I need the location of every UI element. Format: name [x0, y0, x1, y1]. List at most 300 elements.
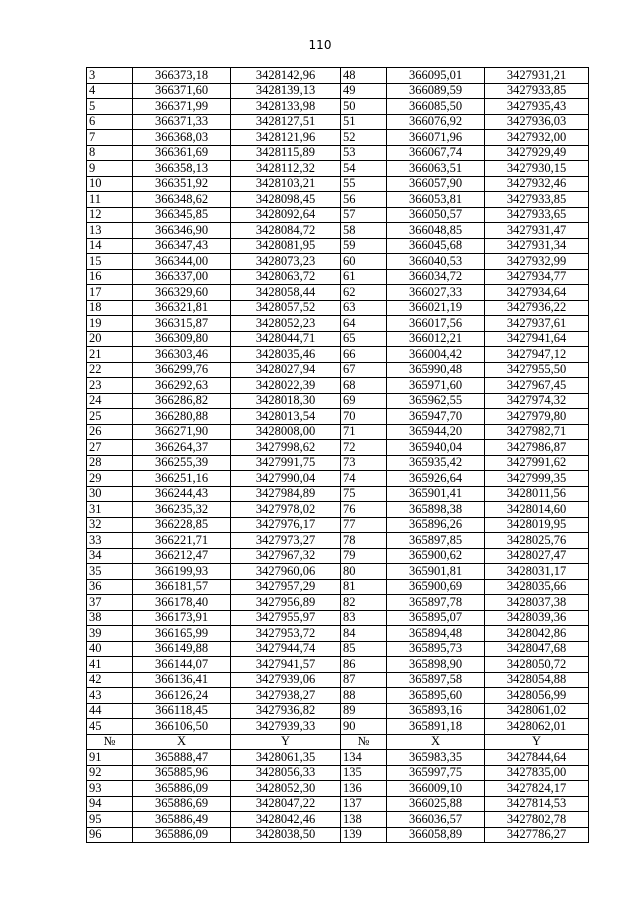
cell-point-number-right: 59 — [341, 238, 387, 254]
cell-y-right: 3428019,95 — [485, 517, 589, 533]
cell-y-left: 3427991,75 — [231, 455, 341, 471]
cell-point-number-left: 6 — [87, 114, 133, 130]
table-header-row — [87, 734, 589, 750]
cell-x-left: 366348,62 — [133, 192, 231, 208]
cell-y-right: 3427934,77 — [485, 269, 589, 285]
cell-point-number-left: 45 — [87, 719, 133, 735]
table-row — [87, 502, 589, 518]
cell-y-right: 3427931,34 — [485, 238, 589, 254]
cell-point-number-left: 95 — [87, 812, 133, 828]
cell-x-right: 365947,70 — [387, 409, 485, 425]
cell-y-left: 3427938,27 — [231, 688, 341, 704]
cell-point-number-left: 23 — [87, 378, 133, 394]
cell-point-number-right: 60 — [341, 254, 387, 270]
cell-x-left: 366212,47 — [133, 548, 231, 564]
cell-x-left: 366337,00 — [133, 269, 231, 285]
table-row — [87, 641, 589, 657]
cell-x-left: 366106,50 — [133, 719, 231, 735]
cell-x-left: 366373,18 — [133, 68, 231, 84]
cell-point-number-right: 87 — [341, 672, 387, 688]
cell-point-number-left: 40 — [87, 641, 133, 657]
table-row — [87, 285, 589, 301]
cell-point-number-left: 31 — [87, 502, 133, 518]
cell-y-right: 3428035,66 — [485, 579, 589, 595]
header-number-left: № — [87, 734, 133, 750]
table-row — [87, 254, 589, 270]
cell-y-right: 3427991,62 — [485, 455, 589, 471]
cell-y-left: 3427960,06 — [231, 564, 341, 580]
table-row — [87, 223, 589, 239]
cell-y-left: 3428038,50 — [231, 827, 341, 843]
cell-x-right: 366050,57 — [387, 207, 485, 223]
cell-point-number-left: 39 — [87, 626, 133, 642]
cell-x-right: 365891,18 — [387, 719, 485, 735]
cell-y-left: 3428044,71 — [231, 331, 341, 347]
cell-y-right: 3427814,53 — [485, 796, 589, 812]
cell-y-right: 3428062,01 — [485, 719, 589, 735]
cell-point-number-left: 12 — [87, 207, 133, 223]
cell-x-left: 366144,07 — [133, 657, 231, 673]
cell-y-left: 3428057,52 — [231, 300, 341, 316]
cell-point-number-left: 15 — [87, 254, 133, 270]
cell-point-number-right: 80 — [341, 564, 387, 580]
cell-point-number-right: 68 — [341, 378, 387, 394]
cell-y-right: 3428025,76 — [485, 533, 589, 549]
cell-y-left: 3428092,64 — [231, 207, 341, 223]
cell-x-left: 365886,69 — [133, 796, 231, 812]
table-row — [87, 796, 589, 812]
cell-point-number-left: 36 — [87, 579, 133, 595]
cell-y-left: 3427956,89 — [231, 595, 341, 611]
cell-y-left: 3428084,72 — [231, 223, 341, 239]
cell-x-left: 366351,92 — [133, 176, 231, 192]
cell-x-right: 365900,69 — [387, 579, 485, 595]
cell-point-number-right: 136 — [341, 781, 387, 797]
table-row — [87, 300, 589, 316]
cell-y-left: 3428127,51 — [231, 114, 341, 130]
cell-point-number-left: 26 — [87, 424, 133, 440]
table-row — [87, 781, 589, 797]
cell-point-number-left: 14 — [87, 238, 133, 254]
cell-y-right: 3427934,64 — [485, 285, 589, 301]
cell-y-left: 3428047,22 — [231, 796, 341, 812]
cell-point-number-right: 51 — [341, 114, 387, 130]
table-row — [87, 176, 589, 192]
cell-point-number-right: 88 — [341, 688, 387, 704]
cell-x-left: 366347,43 — [133, 238, 231, 254]
cell-point-number-left: 38 — [87, 610, 133, 626]
cell-x-left: 365886,49 — [133, 812, 231, 828]
cell-point-number-right: 54 — [341, 161, 387, 177]
table-row — [87, 517, 589, 533]
header-x-right: X — [387, 734, 485, 750]
cell-x-left: 366149,88 — [133, 641, 231, 657]
cell-point-number-left: 44 — [87, 703, 133, 719]
cell-y-left: 3428042,46 — [231, 812, 341, 828]
table-row — [87, 378, 589, 394]
cell-y-left: 3427957,29 — [231, 579, 341, 595]
table-row — [87, 812, 589, 828]
table-row — [87, 440, 589, 456]
cell-point-number-right: 56 — [341, 192, 387, 208]
cell-x-left: 366315,87 — [133, 316, 231, 332]
table-row — [87, 688, 589, 704]
cell-point-number-right: 71 — [341, 424, 387, 440]
cell-y-right: 3427932,46 — [485, 176, 589, 192]
cell-x-left: 366244,43 — [133, 486, 231, 502]
cell-x-left: 366321,81 — [133, 300, 231, 316]
cell-x-left: 365885,96 — [133, 765, 231, 781]
cell-x-right: 366040,53 — [387, 254, 485, 270]
table-row — [87, 207, 589, 223]
cell-x-right: 365944,20 — [387, 424, 485, 440]
cell-point-number-right: 90 — [341, 719, 387, 735]
cell-x-left: 366165,99 — [133, 626, 231, 642]
cell-y-left: 3428115,89 — [231, 145, 341, 161]
cell-y-right: 3427824,17 — [485, 781, 589, 797]
cell-x-left: 366371,60 — [133, 83, 231, 99]
cell-point-number-right: 139 — [341, 827, 387, 843]
cell-y-right: 3428047,68 — [485, 641, 589, 657]
cell-x-right: 366085,50 — [387, 99, 485, 115]
cell-y-right: 3427986,87 — [485, 440, 589, 456]
cell-y-left: 3428073,23 — [231, 254, 341, 270]
cell-point-number-right: 69 — [341, 393, 387, 409]
cell-y-left: 3428008,00 — [231, 424, 341, 440]
cell-y-left: 3428121,96 — [231, 130, 341, 146]
cell-point-number-right: 77 — [341, 517, 387, 533]
cell-x-right: 366053,81 — [387, 192, 485, 208]
coordinates-header — [87, 734, 589, 750]
cell-point-number-left: 10 — [87, 176, 133, 192]
cell-y-left: 3428035,46 — [231, 347, 341, 363]
cell-point-number-right: 70 — [341, 409, 387, 425]
cell-y-right: 3427931,47 — [485, 223, 589, 239]
cell-point-number-right: 64 — [341, 316, 387, 332]
cell-point-number-left: 34 — [87, 548, 133, 564]
cell-point-number-right: 61 — [341, 269, 387, 285]
cell-point-number-left: 41 — [87, 657, 133, 673]
cell-y-right: 3427932,99 — [485, 254, 589, 270]
cell-point-number-right: 63 — [341, 300, 387, 316]
cell-x-right: 365898,38 — [387, 502, 485, 518]
coordinates-body-top — [87, 68, 589, 735]
cell-y-right: 3427974,32 — [485, 393, 589, 409]
cell-y-left: 3428103,21 — [231, 176, 341, 192]
table-row — [87, 610, 589, 626]
cell-x-right: 366009,10 — [387, 781, 485, 797]
cell-point-number-left: 18 — [87, 300, 133, 316]
cell-x-left: 365888,47 — [133, 750, 231, 766]
table-row — [87, 238, 589, 254]
cell-point-number-right: 135 — [341, 765, 387, 781]
table-row — [87, 114, 589, 130]
cell-x-left: 366173,91 — [133, 610, 231, 626]
cell-x-left: 366235,32 — [133, 502, 231, 518]
cell-x-right: 366076,92 — [387, 114, 485, 130]
cell-x-left: 366361,69 — [133, 145, 231, 161]
cell-y-right: 3428037,38 — [485, 595, 589, 611]
cell-y-left: 3428018,30 — [231, 393, 341, 409]
cell-point-number-right: 58 — [341, 223, 387, 239]
table-row — [87, 750, 589, 766]
cell-x-left: 366251,16 — [133, 471, 231, 487]
cell-x-left: 366358,13 — [133, 161, 231, 177]
cell-y-right: 3427999,35 — [485, 471, 589, 487]
cell-y-right: 3427937,61 — [485, 316, 589, 332]
cell-x-left: 366344,00 — [133, 254, 231, 270]
cell-point-number-left: 17 — [87, 285, 133, 301]
cell-y-left: 3427984,89 — [231, 486, 341, 502]
cell-y-right: 3428027,47 — [485, 548, 589, 564]
cell-y-left: 3428052,23 — [231, 316, 341, 332]
cell-point-number-left: 24 — [87, 393, 133, 409]
cell-point-number-left: 5 — [87, 99, 133, 115]
cell-point-number-left: 20 — [87, 331, 133, 347]
cell-point-number-left: 93 — [87, 781, 133, 797]
cell-y-right: 3427931,21 — [485, 68, 589, 84]
cell-point-number-right: 57 — [341, 207, 387, 223]
cell-x-left: 366280,88 — [133, 409, 231, 425]
page-number: 110 — [308, 38, 332, 52]
table-row — [87, 827, 589, 843]
cell-y-left: 3427978,02 — [231, 502, 341, 518]
cell-y-left: 3427976,17 — [231, 517, 341, 533]
cell-y-right: 3427933,65 — [485, 207, 589, 223]
cell-x-right: 366036,57 — [387, 812, 485, 828]
table-row — [87, 409, 589, 425]
cell-x-right: 366048,85 — [387, 223, 485, 239]
cell-point-number-left: 9 — [87, 161, 133, 177]
table-row — [87, 130, 589, 146]
cell-x-left: 366292,63 — [133, 378, 231, 394]
cell-x-left: 366255,39 — [133, 455, 231, 471]
cell-x-left: 366286,82 — [133, 393, 231, 409]
cell-point-number-left: 21 — [87, 347, 133, 363]
cell-y-left: 3428112,32 — [231, 161, 341, 177]
table-row — [87, 703, 589, 719]
cell-point-number-right: 67 — [341, 362, 387, 378]
cell-point-number-right: 89 — [341, 703, 387, 719]
cell-point-number-left: 22 — [87, 362, 133, 378]
cell-point-number-right: 138 — [341, 812, 387, 828]
table-row — [87, 579, 589, 595]
cell-x-right: 366012,21 — [387, 331, 485, 347]
cell-point-number-left: 43 — [87, 688, 133, 704]
cell-y-right: 3428039,36 — [485, 610, 589, 626]
cell-point-number-right: 74 — [341, 471, 387, 487]
cell-y-left: 3428142,96 — [231, 68, 341, 84]
cell-y-left: 3427936,82 — [231, 703, 341, 719]
cell-point-number-left: 42 — [87, 672, 133, 688]
cell-y-left: 3427939,06 — [231, 672, 341, 688]
table-row — [87, 657, 589, 673]
cell-x-left: 366136,41 — [133, 672, 231, 688]
cell-x-right: 365926,64 — [387, 471, 485, 487]
cell-x-left: 366371,99 — [133, 99, 231, 115]
table-row — [87, 548, 589, 564]
cell-y-left: 3427955,97 — [231, 610, 341, 626]
cell-x-left: 366371,33 — [133, 114, 231, 130]
cell-y-right: 3427982,71 — [485, 424, 589, 440]
coordinates-body-bottom — [87, 750, 589, 843]
table-row — [87, 672, 589, 688]
header-y-right: Y — [485, 734, 589, 750]
table-row — [87, 486, 589, 502]
cell-y-left: 3428058,44 — [231, 285, 341, 301]
cell-x-right: 366045,68 — [387, 238, 485, 254]
cell-x-left: 366126,24 — [133, 688, 231, 704]
cell-point-number-left: 8 — [87, 145, 133, 161]
cell-y-right: 3427933,85 — [485, 83, 589, 99]
table-row — [87, 564, 589, 580]
table-row — [87, 68, 589, 84]
cell-point-number-right: 53 — [341, 145, 387, 161]
cell-x-right: 366067,74 — [387, 145, 485, 161]
cell-point-number-right: 72 — [341, 440, 387, 456]
cell-point-number-right: 55 — [341, 176, 387, 192]
cell-y-right: 3428042,86 — [485, 626, 589, 642]
cell-x-left: 366303,46 — [133, 347, 231, 363]
header-x-left: X — [133, 734, 231, 750]
cell-y-right: 3428014,60 — [485, 502, 589, 518]
coordinates-table — [86, 67, 589, 843]
cell-point-number-left: 96 — [87, 827, 133, 843]
cell-point-number-left: 29 — [87, 471, 133, 487]
cell-y-left: 3427990,04 — [231, 471, 341, 487]
cell-point-number-left: 33 — [87, 533, 133, 549]
cell-x-left: 366299,76 — [133, 362, 231, 378]
cell-point-number-left: 91 — [87, 750, 133, 766]
cell-point-number-right: 86 — [341, 657, 387, 673]
cell-point-number-right: 52 — [341, 130, 387, 146]
cell-y-right: 3427935,43 — [485, 99, 589, 115]
cell-x-left: 366346,90 — [133, 223, 231, 239]
table-row — [87, 471, 589, 487]
cell-y-left: 3427941,57 — [231, 657, 341, 673]
cell-x-left: 366368,03 — [133, 130, 231, 146]
cell-y-left: 3428022,39 — [231, 378, 341, 394]
cell-y-right: 3428050,72 — [485, 657, 589, 673]
cell-x-right: 366071,96 — [387, 130, 485, 146]
cell-x-right: 365897,85 — [387, 533, 485, 549]
cell-x-right: 365990,48 — [387, 362, 485, 378]
table-row — [87, 99, 589, 115]
cell-y-left: 3428098,45 — [231, 192, 341, 208]
header-number-right: № — [341, 734, 387, 750]
cell-x-right: 366027,33 — [387, 285, 485, 301]
cell-y-right: 3427955,50 — [485, 362, 589, 378]
cell-y-right: 3427933,85 — [485, 192, 589, 208]
cell-point-number-left: 4 — [87, 83, 133, 99]
table-row — [87, 145, 589, 161]
cell-x-left: 366118,45 — [133, 703, 231, 719]
cell-point-number-left: 92 — [87, 765, 133, 781]
cell-x-right: 366004,42 — [387, 347, 485, 363]
cell-point-number-right: 82 — [341, 595, 387, 611]
cell-point-number-right: 50 — [341, 99, 387, 115]
cell-y-right: 3427930,15 — [485, 161, 589, 177]
cell-y-left: 3427967,32 — [231, 548, 341, 564]
cell-point-number-left: 94 — [87, 796, 133, 812]
cell-point-number-left: 28 — [87, 455, 133, 471]
cell-point-number-right: 79 — [341, 548, 387, 564]
cell-y-left: 3428027,94 — [231, 362, 341, 378]
cell-x-right: 365898,90 — [387, 657, 485, 673]
cell-y-right: 3428054,88 — [485, 672, 589, 688]
cell-x-right: 365895,60 — [387, 688, 485, 704]
cell-point-number-left: 19 — [87, 316, 133, 332]
cell-point-number-left: 30 — [87, 486, 133, 502]
cell-y-left: 3427939,33 — [231, 719, 341, 735]
cell-y-right: 3427932,00 — [485, 130, 589, 146]
cell-y-left: 3428061,35 — [231, 750, 341, 766]
cell-y-right: 3427786,27 — [485, 827, 589, 843]
table-row — [87, 331, 589, 347]
cell-point-number-right: 62 — [341, 285, 387, 301]
cell-point-number-right: 48 — [341, 68, 387, 84]
table-row — [87, 424, 589, 440]
cell-x-right: 365897,58 — [387, 672, 485, 688]
cell-x-right: 366025,88 — [387, 796, 485, 812]
cell-point-number-left: 27 — [87, 440, 133, 456]
cell-y-right: 3427979,80 — [485, 409, 589, 425]
table-row — [87, 269, 589, 285]
cell-x-right: 365893,16 — [387, 703, 485, 719]
cell-y-right: 3427929,49 — [485, 145, 589, 161]
cell-y-right: 3427936,03 — [485, 114, 589, 130]
cell-point-number-left: 25 — [87, 409, 133, 425]
cell-x-right: 365897,78 — [387, 595, 485, 611]
cell-x-right: 365997,75 — [387, 765, 485, 781]
cell-y-right: 3427947,12 — [485, 347, 589, 363]
cell-x-right: 366089,59 — [387, 83, 485, 99]
cell-x-left: 366271,90 — [133, 424, 231, 440]
cell-point-number-right: 85 — [341, 641, 387, 657]
cell-x-right: 365971,60 — [387, 378, 485, 394]
cell-y-right: 3427941,64 — [485, 331, 589, 347]
table-row — [87, 393, 589, 409]
cell-point-number-right: 76 — [341, 502, 387, 518]
cell-y-left: 3427953,72 — [231, 626, 341, 642]
table-row — [87, 595, 589, 611]
cell-y-right: 3427936,22 — [485, 300, 589, 316]
cell-point-number-right: 65 — [341, 331, 387, 347]
table-row — [87, 362, 589, 378]
cell-y-right: 3428056,99 — [485, 688, 589, 704]
table-row — [87, 347, 589, 363]
cell-x-right: 366017,56 — [387, 316, 485, 332]
cell-point-number-left: 16 — [87, 269, 133, 285]
cell-x-left: 366199,93 — [133, 564, 231, 580]
cell-y-right: 3427967,45 — [485, 378, 589, 394]
cell-point-number-left: 13 — [87, 223, 133, 239]
cell-point-number-right: 81 — [341, 579, 387, 595]
cell-x-right: 365983,35 — [387, 750, 485, 766]
cell-x-right: 365894,48 — [387, 626, 485, 642]
table-row — [87, 316, 589, 332]
cell-point-number-right: 134 — [341, 750, 387, 766]
cell-x-left: 365886,09 — [133, 827, 231, 843]
cell-x-left: 366264,37 — [133, 440, 231, 456]
cell-point-number-right: 75 — [341, 486, 387, 502]
cell-point-number-left: 32 — [87, 517, 133, 533]
cell-point-number-left: 11 — [87, 192, 133, 208]
cell-point-number-left: 35 — [87, 564, 133, 580]
table-row — [87, 765, 589, 781]
table-row — [87, 192, 589, 208]
cell-x-right: 365900,62 — [387, 548, 485, 564]
